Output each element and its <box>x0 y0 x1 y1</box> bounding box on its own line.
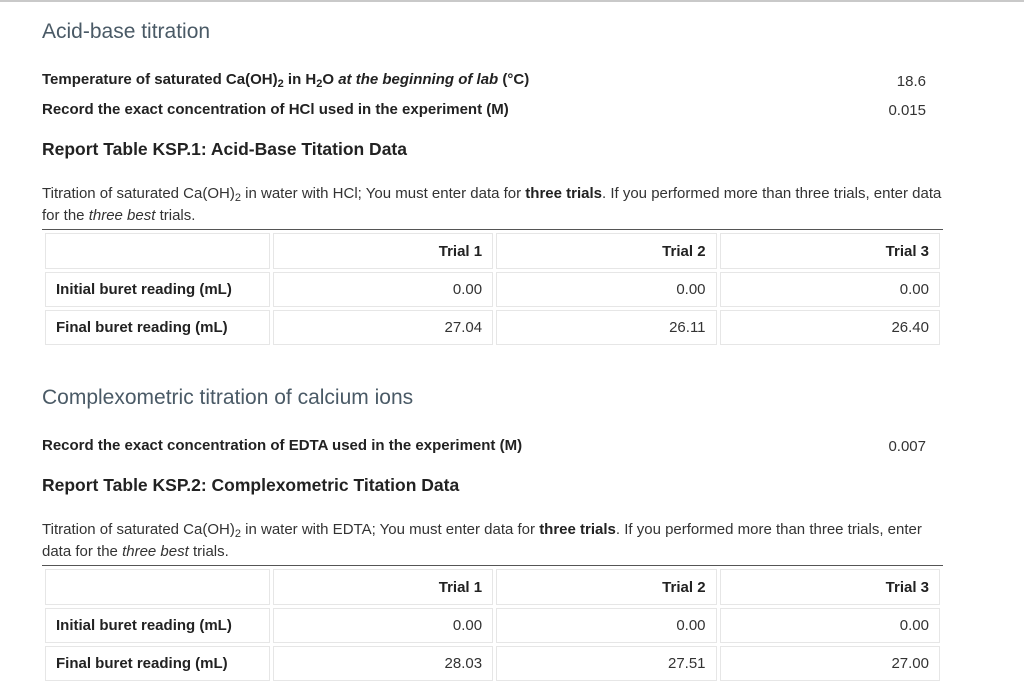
header-trial-1: Trial 1 <box>273 569 493 605</box>
header-trial-3: Trial 3 <box>720 233 940 269</box>
cell-final-trial-1[interactable]: 28.03 <box>273 646 493 681</box>
cell-final-trial-2[interactable]: 27.51 <box>496 646 716 681</box>
edta-concentration-value[interactable]: 0.007 <box>888 438 926 455</box>
row-label-final: Final buret reading (mL) <box>45 310 270 345</box>
header-trial-2: Trial 2 <box>496 233 716 269</box>
table-row <box>45 272 940 307</box>
table-row <box>45 310 940 345</box>
cell-initial-trial-3[interactable]: 0.00 <box>720 272 940 307</box>
table-title-ksp1: Report Table KSP.1: Acid-Base Titation Data <box>42 139 407 159</box>
cell-initial-trial-1[interactable]: 0.00 <box>273 272 493 307</box>
table-header-row <box>45 569 940 605</box>
cell-initial-trial-3[interactable]: 0.00 <box>720 608 940 643</box>
header-trial-2: Trial 2 <box>496 569 716 605</box>
edta-concentration-label: Record the exact concentration of EDTA used in the experiment (M) <box>42 437 523 454</box>
section-title-complexometric: Complexometric titration of calcium ions <box>42 386 414 409</box>
hcl-concentration-label: Record the exact concentration of HCl used in the experiment (M) <box>42 101 509 118</box>
row-label-final: Final buret reading (mL) <box>45 646 270 681</box>
table-ksp1 <box>42 229 943 348</box>
header-trial-1: Trial 1 <box>273 233 493 269</box>
table-header-row <box>45 233 940 269</box>
temperature-value[interactable]: 18.6 <box>896 73 926 90</box>
cell-initial-trial-2[interactable]: 0.00 <box>496 608 716 643</box>
cell-initial-trial-2[interactable]: 0.00 <box>496 272 716 307</box>
cell-final-trial-3[interactable]: 26.40 <box>720 310 940 345</box>
cell-final-trial-2[interactable]: 26.11 <box>496 310 716 345</box>
row-label-initial: Initial buret reading (mL) <box>45 272 270 307</box>
header-empty <box>45 233 270 269</box>
row-label-initial: Initial buret reading (mL) <box>45 608 270 643</box>
table-row <box>45 608 940 643</box>
cell-final-trial-1[interactable]: 27.04 <box>273 310 493 345</box>
cell-initial-trial-1[interactable]: 0.00 <box>273 608 493 643</box>
header-empty <box>45 569 270 605</box>
hcl-concentration-value[interactable]: 0.015 <box>888 102 926 119</box>
section-title-acid-base: Acid-base titration <box>42 20 211 43</box>
table-title-ksp2: Report Table KSP.2: Complexometric Titation Data <box>42 475 460 495</box>
table-description-ksp1: Titration of saturated $Ca(OH)_2$ in water with HCl; You must enter data for three trials. If you performed more than three trials, enter data for the three best trials. <box>42 185 942 224</box>
table-ksp2 <box>42 565 943 684</box>
top-divider <box>0 0 1024 2</box>
cell-final-trial-3[interactable]: 27.00 <box>720 646 940 681</box>
table-row <box>45 646 940 681</box>
table-description-ksp2: Titration of saturated $Ca(OH)_2$ in water with EDTA; You must enter data for three trials. If you performed more than three trials, enter data for the three best trials. <box>42 521 922 560</box>
header-trial-3: Trial 3 <box>720 569 940 605</box>
temperature-label: Temperature of saturated $Ca(OH)_2$ in $H_2O$ at the beginning of lab (°C) <box>42 71 530 90</box>
